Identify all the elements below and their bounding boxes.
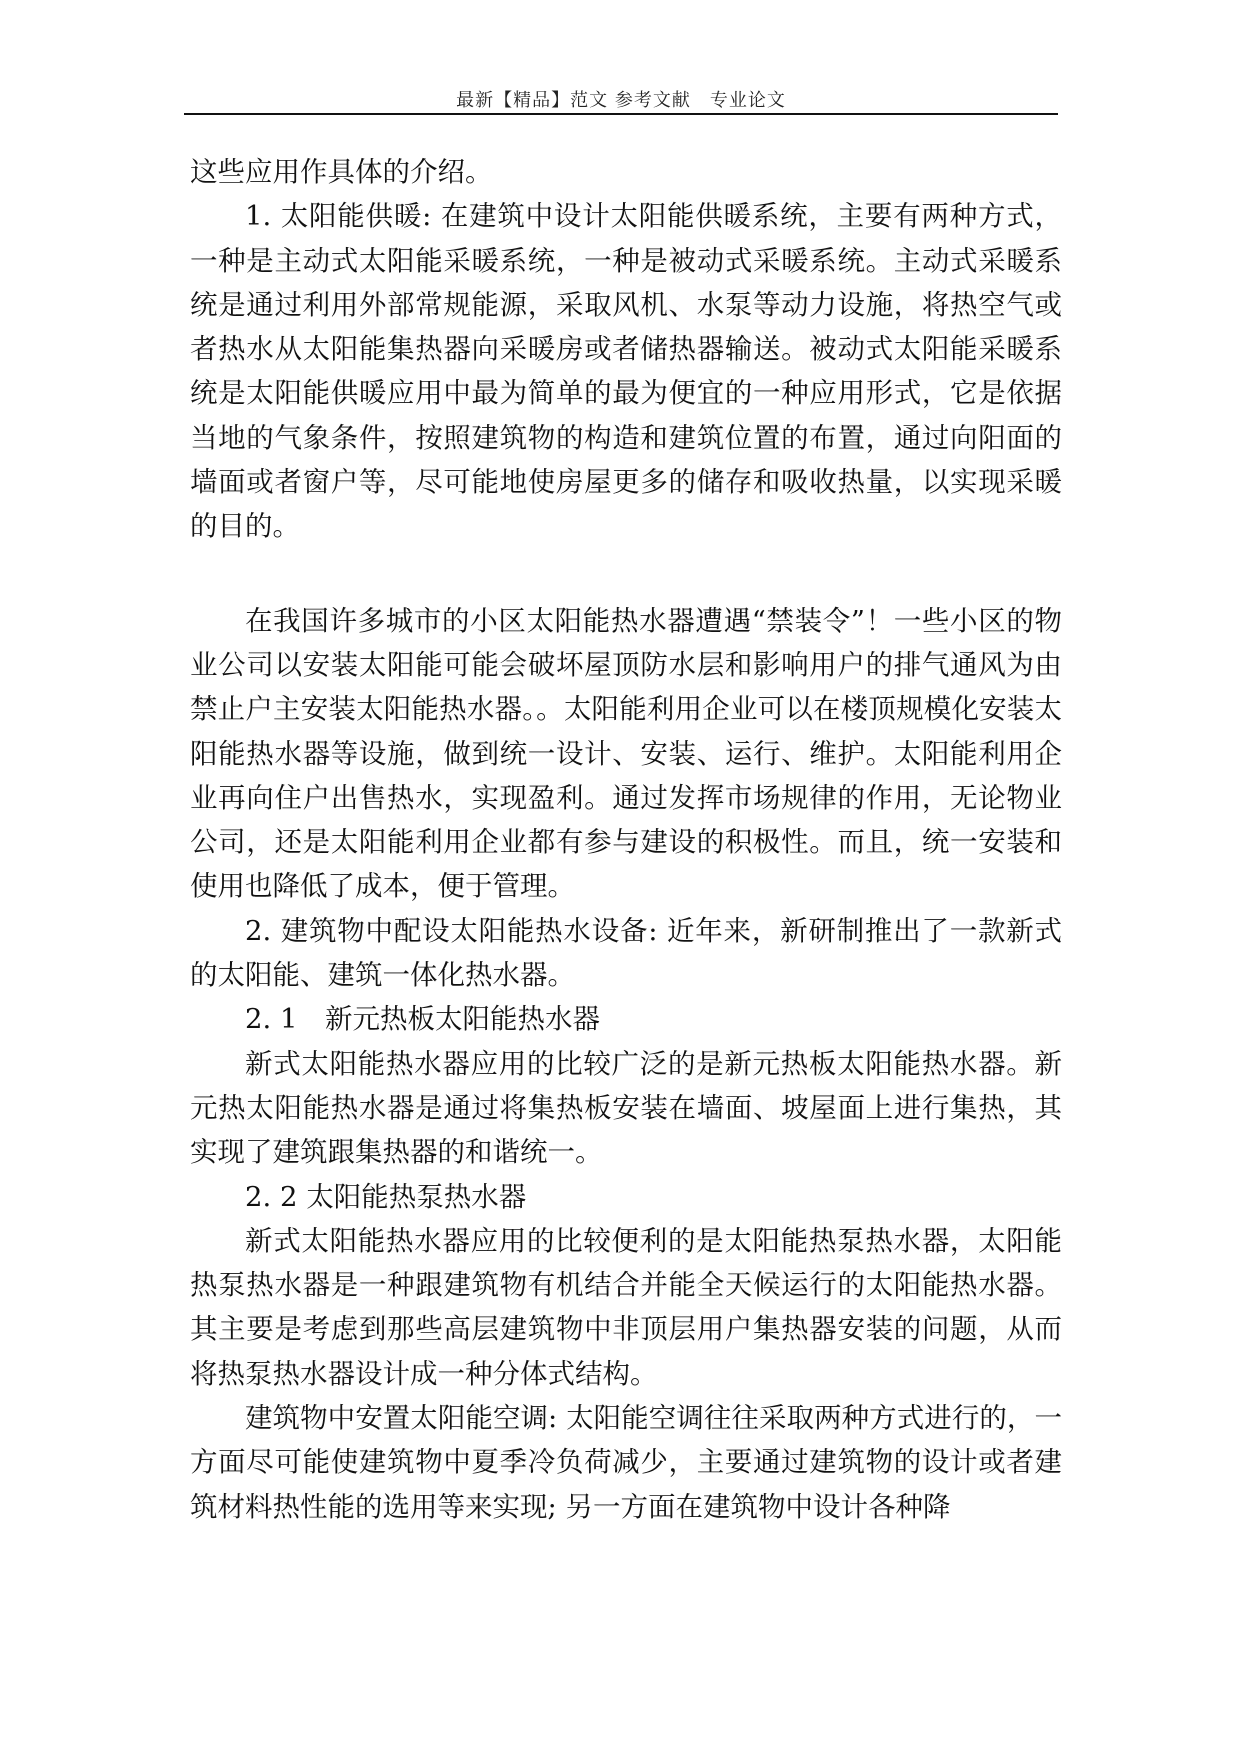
paragraph-intro: 这些应用作具体的介绍。 [190, 156, 493, 188]
page-header: 最新【精品】范文 参考文献 专业论文 [456, 90, 786, 111]
paragraph-hot-water-equipment: 2. 建筑物中配设太阳能热水设备: 近年来，新研制推出了一款新式的太阳能、建筑一体化热水器。 [190, 914, 1062, 992]
paragraph-heat-pump-heater: 新式太阳能热水器应用的比较便利的是太阳能热泵热水器，太阳能热泵热水器是一种跟建筑物有机结合并能全天候运行的太阳能热水器。其主要是考虑到那些高层建筑物中非顶层用户集热器安装的问题，从而将热泵热水器设计成一种分体式结构。 [190, 1224, 1062, 1390]
paragraph-spacer [190, 549, 1062, 599]
paragraph-solar-heating: 1. 太阳能供暖: 在建筑中设计太阳能供暖系统，主要有两种方式，一种是主动式太阳能采暖系统，一种是被动式采暖系统。主动式采暖系统是通过利用外部常规能源，采取风机、水泵等动力设施，将热空气或者热水从太阳能集热器向采暖房或者储热器输送。被动式太阳能采暖系统是太阳能供暖应用中最为简单的最为便宜的一种应用形式，它是依据当地的气象条件，按照建筑物的构造和建筑位置的布置，通过向阳面的墙面或者窗户等，尽可能地使房屋更多的储存和吸收热量，以实现采暖的目的。 [190, 200, 1062, 543]
section-heading-2-1: 2. 1 新元热板太阳能热水器 [245, 1003, 600, 1036]
paragraph-hot-plate-heater: 新式太阳能热水器应用的比较广泛的是新元热板太阳能热水器。新元热太阳能热水器是通过将集热板安装在墙面、坡屋面上进行集热，其实现了建筑跟集热器的和谐统一。 [190, 1047, 1062, 1169]
paragraph-installation-ban: 在我国许多城市的小区太阳能热水器遭遇“禁装令”！一些小区的物业公司以安装太阳能可能会破坏屋顶防水层和影响用户的排气通风为由禁止户主安装太阳能热水器。。太阳能利用企业可以在楼顶规模化安装太阳能热水器等设施，做到统一设计、安装、运行、维护。太阳能利用企业再向住户出售热水，实现盈利。通过发挥市场规律的作用，无论物业公司，还是太阳能利用企业都有参与建设的积极性。而且，统一安装和使用也降低了成本，便于管理。 [190, 604, 1062, 903]
section-heading-2-2: 2. 2 太阳能热泵热水器 [245, 1180, 527, 1213]
document-body [190, 150, 1062, 1529]
header-divider [184, 113, 1058, 115]
paragraph-solar-air-conditioning: 建筑物中安置太阳能空调: 太阳能空调往往采取两种方式进行的，一方面尽可能使建筑物中夏季冷负荷减少，主要通过建筑物的设计或者建筑材料热性能的选用等来实现; 另一方面在建筑物中设计各种降 [190, 1402, 1062, 1523]
